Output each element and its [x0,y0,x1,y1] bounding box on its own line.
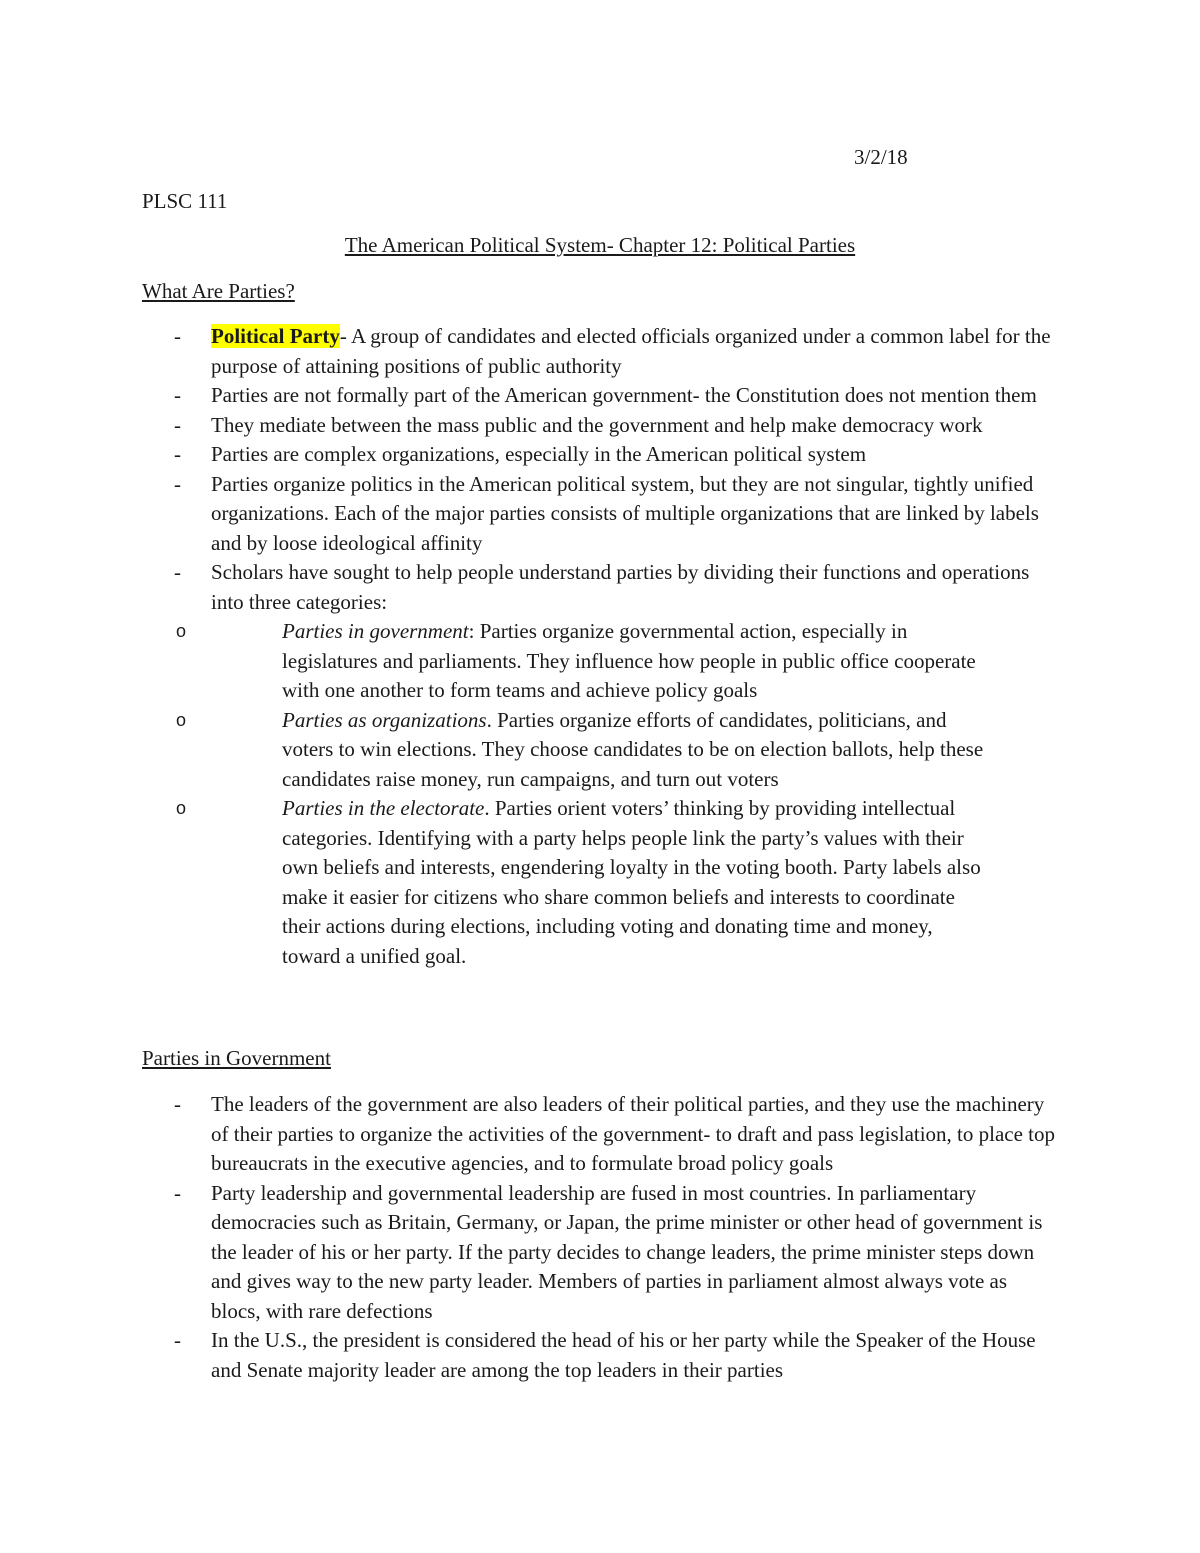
dash-bullet: - [174,442,181,466]
italic-term: Parties in the electorate [282,796,485,820]
circle-bullet: o [176,709,187,730]
dash-bullet: - [174,471,181,496]
list-item [0,411,1061,441]
list-item [0,1326,1061,1385]
list-item-text: Scholars have sought to help people understand parties by dividing their functions and operations into three categories: [211,560,1030,614]
sub-bullet-list [176,617,1061,971]
section-heading-parties-in-government: Parties in Government [142,1046,331,1070]
list-item-text: - A group of candidates and elected officials organized under a common label for the purpose of attaining positions of public authority [211,324,1051,378]
sub-list-item [140,706,991,795]
list-item-text: Parties are complex organizations, especially in the American political system [211,442,867,466]
list-item [0,470,1061,559]
document-title: The American Political System- Chapter 12: Political Parties [344,233,856,257]
highlighted-term: Political Party [211,324,340,348]
bullet-list-parties-in-government [0,1090,1200,1385]
list-item [0,1090,1061,1179]
italic-term: Parties in government [282,619,469,643]
italic-term: Parties as organizations [282,707,487,732]
dash-bullet: - [174,1092,181,1116]
dash-bullet: - [174,412,181,437]
dash-bullet: - [174,383,181,407]
list-item-text: Parties are not formally part of the American government- the Constitution does not mention them [211,383,1037,407]
list-item [0,440,1061,470]
list-item-text: They mediate between the mass public and the government and help make democracy work [211,412,983,437]
sub-list-item [140,794,991,971]
circle-bullet: o [176,621,187,641]
list-item [0,381,1061,411]
sub-list-item [140,617,991,706]
dash-bullet: - [174,324,181,348]
list-item [0,1179,1061,1327]
dash-bullet: - [174,1180,181,1205]
circle-bullet: o [176,798,187,818]
sub-list-item-text: : Parties organize governmental action, especially in legislatures and parliaments. They influence how people in public office cooperate with one another to form teams and achieve policy goals [282,619,976,702]
section-heading-what-are-parties: What Are Parties? [142,279,295,303]
list-item-text: In the U.S., the president is considered the head of his or her party while the Speaker of the House and Senate majority leader are among the top leaders in their parties [211,1328,1036,1382]
list-item-text: Parties organize politics in the American political system, but they are not singular, tightly unified organizations. Each of the major parties consists of multiple organizations that are linked by labels and by loose ideological affinity [211,471,1039,555]
dash-bullet: - [174,1328,181,1352]
list-item-text: The leaders of the government are also leaders of their political parties, and they use the machinery of their parties to organize the activities of the government- to draft and pass legislation, to place top bureaucrats in the executive agencies, and to formulate broad policy goals [211,1092,1056,1175]
dash-bullet: - [174,560,181,584]
sub-list-item-text: . Parties orient voters’ thinking by providing intellectual categories. Identifying with a party helps people link the party’s values with their own beliefs and interests, engendering loyalty in the voting booth. Party labels also make it easier for citizens who share common beliefs and interests to coordinate their actions during elections, including voting and donating time and money, toward a unified goal. [282,796,981,968]
date: 3/2/18 [854,145,908,169]
list-item [0,322,1061,381]
sub-list-item-text: . Parties organize efforts of candidates, politicians, and voters to win elections. They choose candidates to be on election ballots, help these candidates raise money, run campaigns, and turn out voters [282,707,984,791]
list-item-text: Party leadership and governmental leadership are fused in most countries. In parliamentary democracies such as Britain, Germany, or Japan, the prime minister or other head of government is the leader of his or her party. If the party decides to change leaders, the prime minister steps down and gives way to the new party leader. Members of parties in parliament almost always vote as blocs, with rare defections [211,1180,1043,1323]
course-code: PLSC 111 [142,189,228,213]
bullet-list-what-are-parties [0,322,1200,971]
list-item [0,558,1061,971]
